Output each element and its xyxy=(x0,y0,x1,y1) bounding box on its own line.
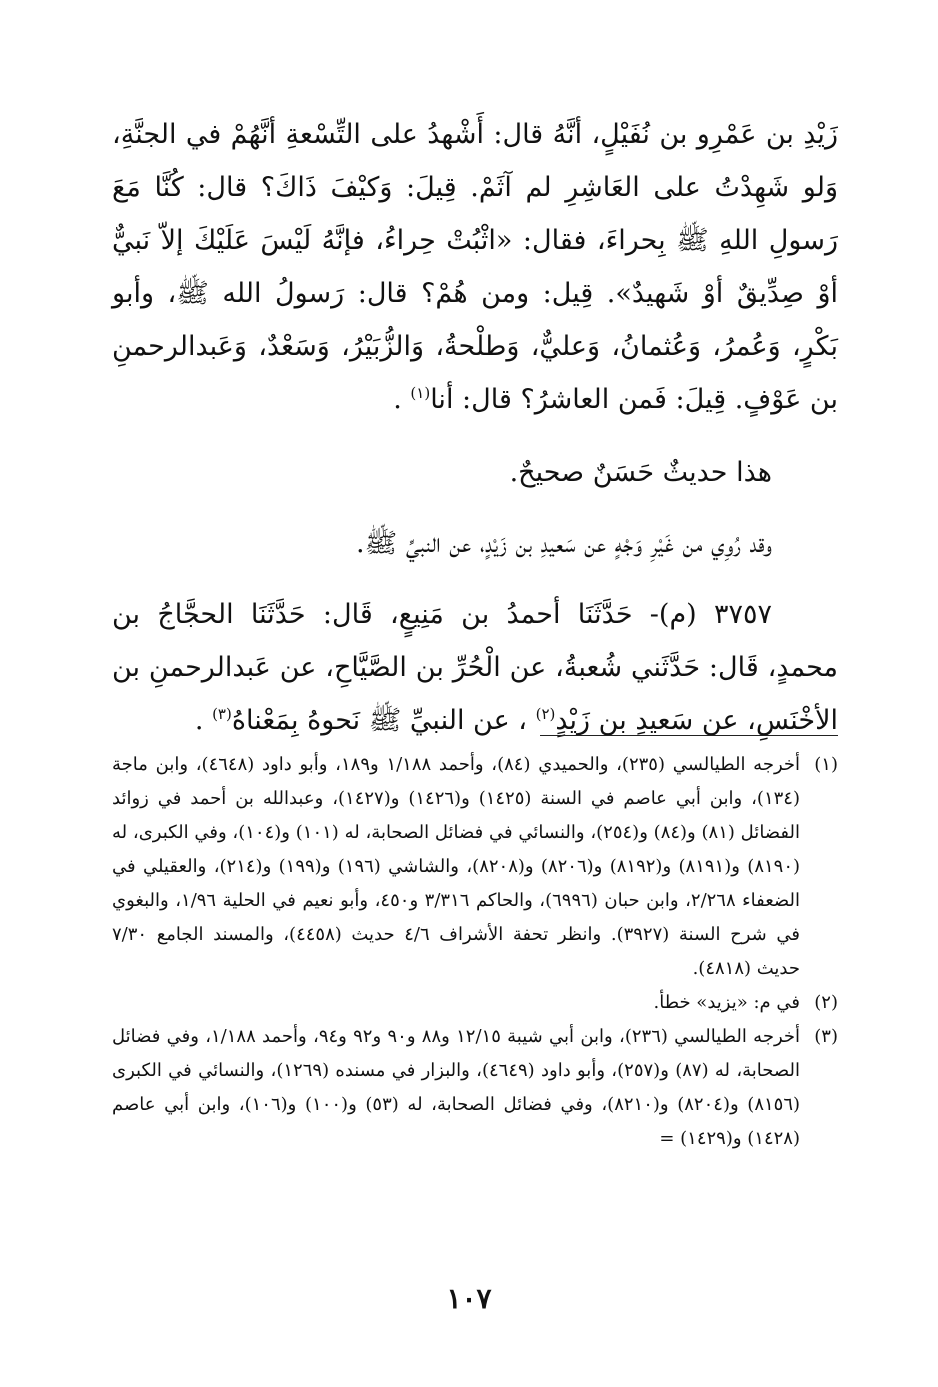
hadith-3757 xyxy=(112,588,838,747)
hadith-chain-text-continued: ، عن النبيِّ ﷺ نَحوهُ بِمَعْناهُ xyxy=(231,705,536,736)
hadith-chain-text: ٣٧٥٧ (م)- حَدَّثَنَا أحمدُ بن مَنِيعٍ، قَال: حَدَّثَنَا الحجَّاجُ بن محمدٍ، قَال: حَدَّثَني شُعبةُ، عن الْحُرِّ بن الصَّيَّاحِ، عن عَبدالرحمنِ بن الأخْنَسِ، عن سَعيدِ بن زَيْدٍ xyxy=(112,599,838,736)
footnote-3 xyxy=(112,1020,838,1156)
footnote-number: (١) xyxy=(814,754,838,775)
footnote-2 xyxy=(112,986,838,1020)
footnote-1 xyxy=(112,748,838,986)
page-number: ١٠٧ xyxy=(446,1282,492,1315)
footnote-reference-3[interactable]: (٣) xyxy=(212,705,232,723)
footnote-number: (٣) xyxy=(814,1026,838,1047)
main-text xyxy=(112,108,838,747)
footnotes xyxy=(112,748,838,1156)
footnote-number: (٢) xyxy=(814,992,838,1013)
footnote-text: في م: «يزيد» خطأ. xyxy=(653,992,800,1013)
footnote-text: أخرجه الطيالسي (٢٣٥)، والحميدي (٨٤)، وأحمد ١/١٨٨ و١٨٩، وأبو داود (٤٦٤٨)، وابن ماجة (١٣٤)، وابن أبي عاصم في السنة (١٤٢٥) و(١٤٢٦) و(١٤٢٧)، وعبدالله بن أحمد في زوائد الفضائل (٨١) و(٨٤) و(٢٥٤)، والنسائي في فضائل الصحابة، له (١٠١) و(١٠٤)، وفي الكبرى، له (٨١٩٠) و(٨١٩١) و(٨١٩٢) و(٨٢٠٦) و(٨٢٠٨)، والشاشي (١٩٦) و(١٩٩) و(٢١٤)، والعقيلي في الضعفاء ٢/٢٦٨، وابن حبان (٦٩٩٦)، والحاكم ٣/٣١٦ و٤٥٠، وأبو نعيم في الحلية ١/٩٦، والبغوي في شرح السنة (٣٩٢٧). وانظر تحفة الأشراف ٤/٦ حديث (٤٤٥٨)، والمسند الجامع ٧/٣٠ حديث (٤٨١٨). xyxy=(112,754,801,979)
paragraph-end: . xyxy=(194,705,213,736)
narration-note: وقد رُوِي من غَيْرِ وَجْهٍ عن سَعيدِ بن زَيْدٍ، عن النبيِّ ﷺ. xyxy=(356,528,772,559)
hadith-continuation-paragraph xyxy=(112,108,838,426)
paragraph-end: . xyxy=(393,384,411,415)
footnote-text: أخرجه الطيالسي (٢٣٦)، وابن أبي شيبة ١٢/١٥ و٨٨ و٩٠ و٩٢ و٩٤، وأحمد ١/١٨٨، وفي فضائل الصحابة، له (٨٧) و(٢٥٧)، وأبو داود (٤٦٤٩)، والبزار في مسنده (١٢٦٩)، والنسائي في الكبرى (٨١٥٦) و(٨٢٠٤) و(٨٢١٠)، وفي فضائل الصحابة، له (٥٣) و(١٠٠) و(١٠٦)، وابن أبي عاصم (١٤٢٨) و(١٤٢٩) = xyxy=(112,1026,801,1149)
paragraph-text: زَيْدِ بن عَمْرِو بن نُفَيْلٍ، أنَّهُ قال: أَشْهدُ على التِّسْعةِ أنَّهُمْ في الجنَّةِ، وَلو شَهِدْتُ على العَاشِرِ لم آثَمْ. قِيلَ: وَكيْفَ ذَاكَ؟ قال: كُنَّا مَعَ رَسولِ اللهِ ﷺ بِحراءَ، فقال: «اثْبُتْ حِراءُ، فإنَّهُ لَيْسَ عَلَيْكَ إلاّ نَبيٌّ أوْ صِدِّيقٌ أوْ شَهيدٌ». قِيل: ومن هُمْ؟ قال: رَسولُ الله ﷺ، وأبو بَكْرٍ، وَعُمرُ، وَعُثمانُ، وَعليٌّ، وَطلْحةُ، وَالزُّبَيْرُ، وَسَعْدٌ، وَعَبدالرحمنِ بن عَوْفٍ. قِيلَ: فَمن العاشرُ؟ قال: أنا xyxy=(112,119,838,415)
hadith-verdict: هذا حديثٌ حَسَنٌ صحيحٌ. xyxy=(509,457,772,488)
footnote-separator xyxy=(540,735,838,736)
footnote-reference-1[interactable]: (١) xyxy=(410,384,431,402)
footnote-reference-2[interactable]: (٢) xyxy=(535,705,556,723)
